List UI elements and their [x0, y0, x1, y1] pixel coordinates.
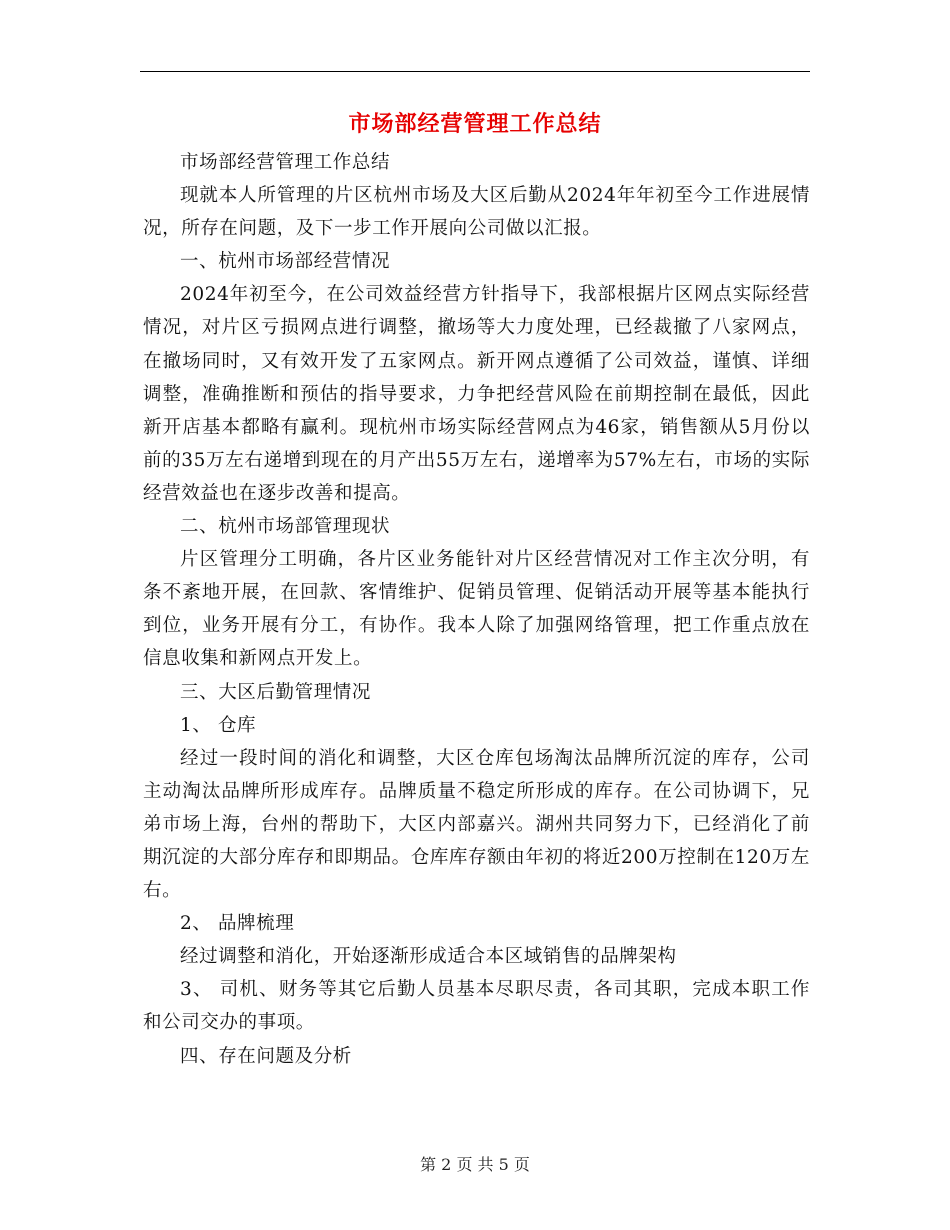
- subheading-warehouse: 1、 仓库: [180, 714, 257, 736]
- paragraph-intro: 现就本人所管理的片区杭州市场及大区后勤从2024年年初至今工作进展情况，所存在问题，及下一步工作开展向公司做以汇报。: [143, 185, 810, 240]
- subheading-brand: 2、 品牌梳理: [180, 913, 295, 935]
- paragraph-warehouse: 经过一段时间的消化和调整，大区仓库包场淘汰品牌所沉淀的库存，公司主动淘汰品牌所形成库存。品牌质量不稳定所形成的库存。在公司协调下，兄弟市场上海，台州的帮助下，大区内部嘉兴。湖州共同努力下，已经消化了前期沉淀的大部分库存和即期品。仓库库存额由年初的将近200万控制在120万左右。: [143, 747, 810, 902]
- section-heading-4: 四、存在问题及分析: [180, 1045, 352, 1067]
- paragraph-section-1: 2024年初至今，在公司效益经营方针指导下，我部根据片区网点实际经营情况，对片区亏损网点进行调整，撤场等大力度处理，已经裁撤了八家网点，在撤场同时，又有效开发了五家网点。新开网点遵循了公司效益，谨慎、详细调整，准确推断和预估的指导要求，力争把经营风险在前期控制在最低，因此新开店基本都略有赢利。现杭州市场实际经营网点为46家，销售额从5月份以前的35万左右递增到现在的月产出55万左右，递增率为57%左右，市场的实际经营效益也在逐步改善和提高。: [143, 284, 810, 504]
- document-title: 市场部经营管理工作总结: [348, 111, 602, 137]
- paragraph-subtitle: 市场部经营管理工作总结: [180, 152, 391, 173]
- paragraph-staff: 3、 司机、财务等其它后勤人员基本尽职尽责，各司其职，完成本职工作和公司交办的事项。: [143, 979, 810, 1034]
- section-heading-1: 一、杭州市场部经营情况: [180, 251, 391, 273]
- section-heading-2: 二、杭州市场部管理现状: [180, 516, 391, 538]
- page-number: 第 2 页 共 5 页: [420, 1155, 530, 1174]
- header-rule: [140, 71, 810, 72]
- paragraph-brand: 经过调整和消化，开始逐渐形成适合本区域销售的品牌架构: [180, 946, 677, 968]
- paragraph-section-2: 片区管理分工明确，各片区业务能针对片区经营情况对工作主次分明，有条不紊地开展，在回款、客情维护、促销员管理、促销活动开展等基本能执行到位，业务开展有分工，有协作。我本人除了加强网络管理，把工作重点放在信息收集和新网点开发上。: [143, 549, 810, 670]
- section-heading-3: 三、大区后勤管理情况: [180, 681, 372, 703]
- document-body: [143, 146, 810, 1073]
